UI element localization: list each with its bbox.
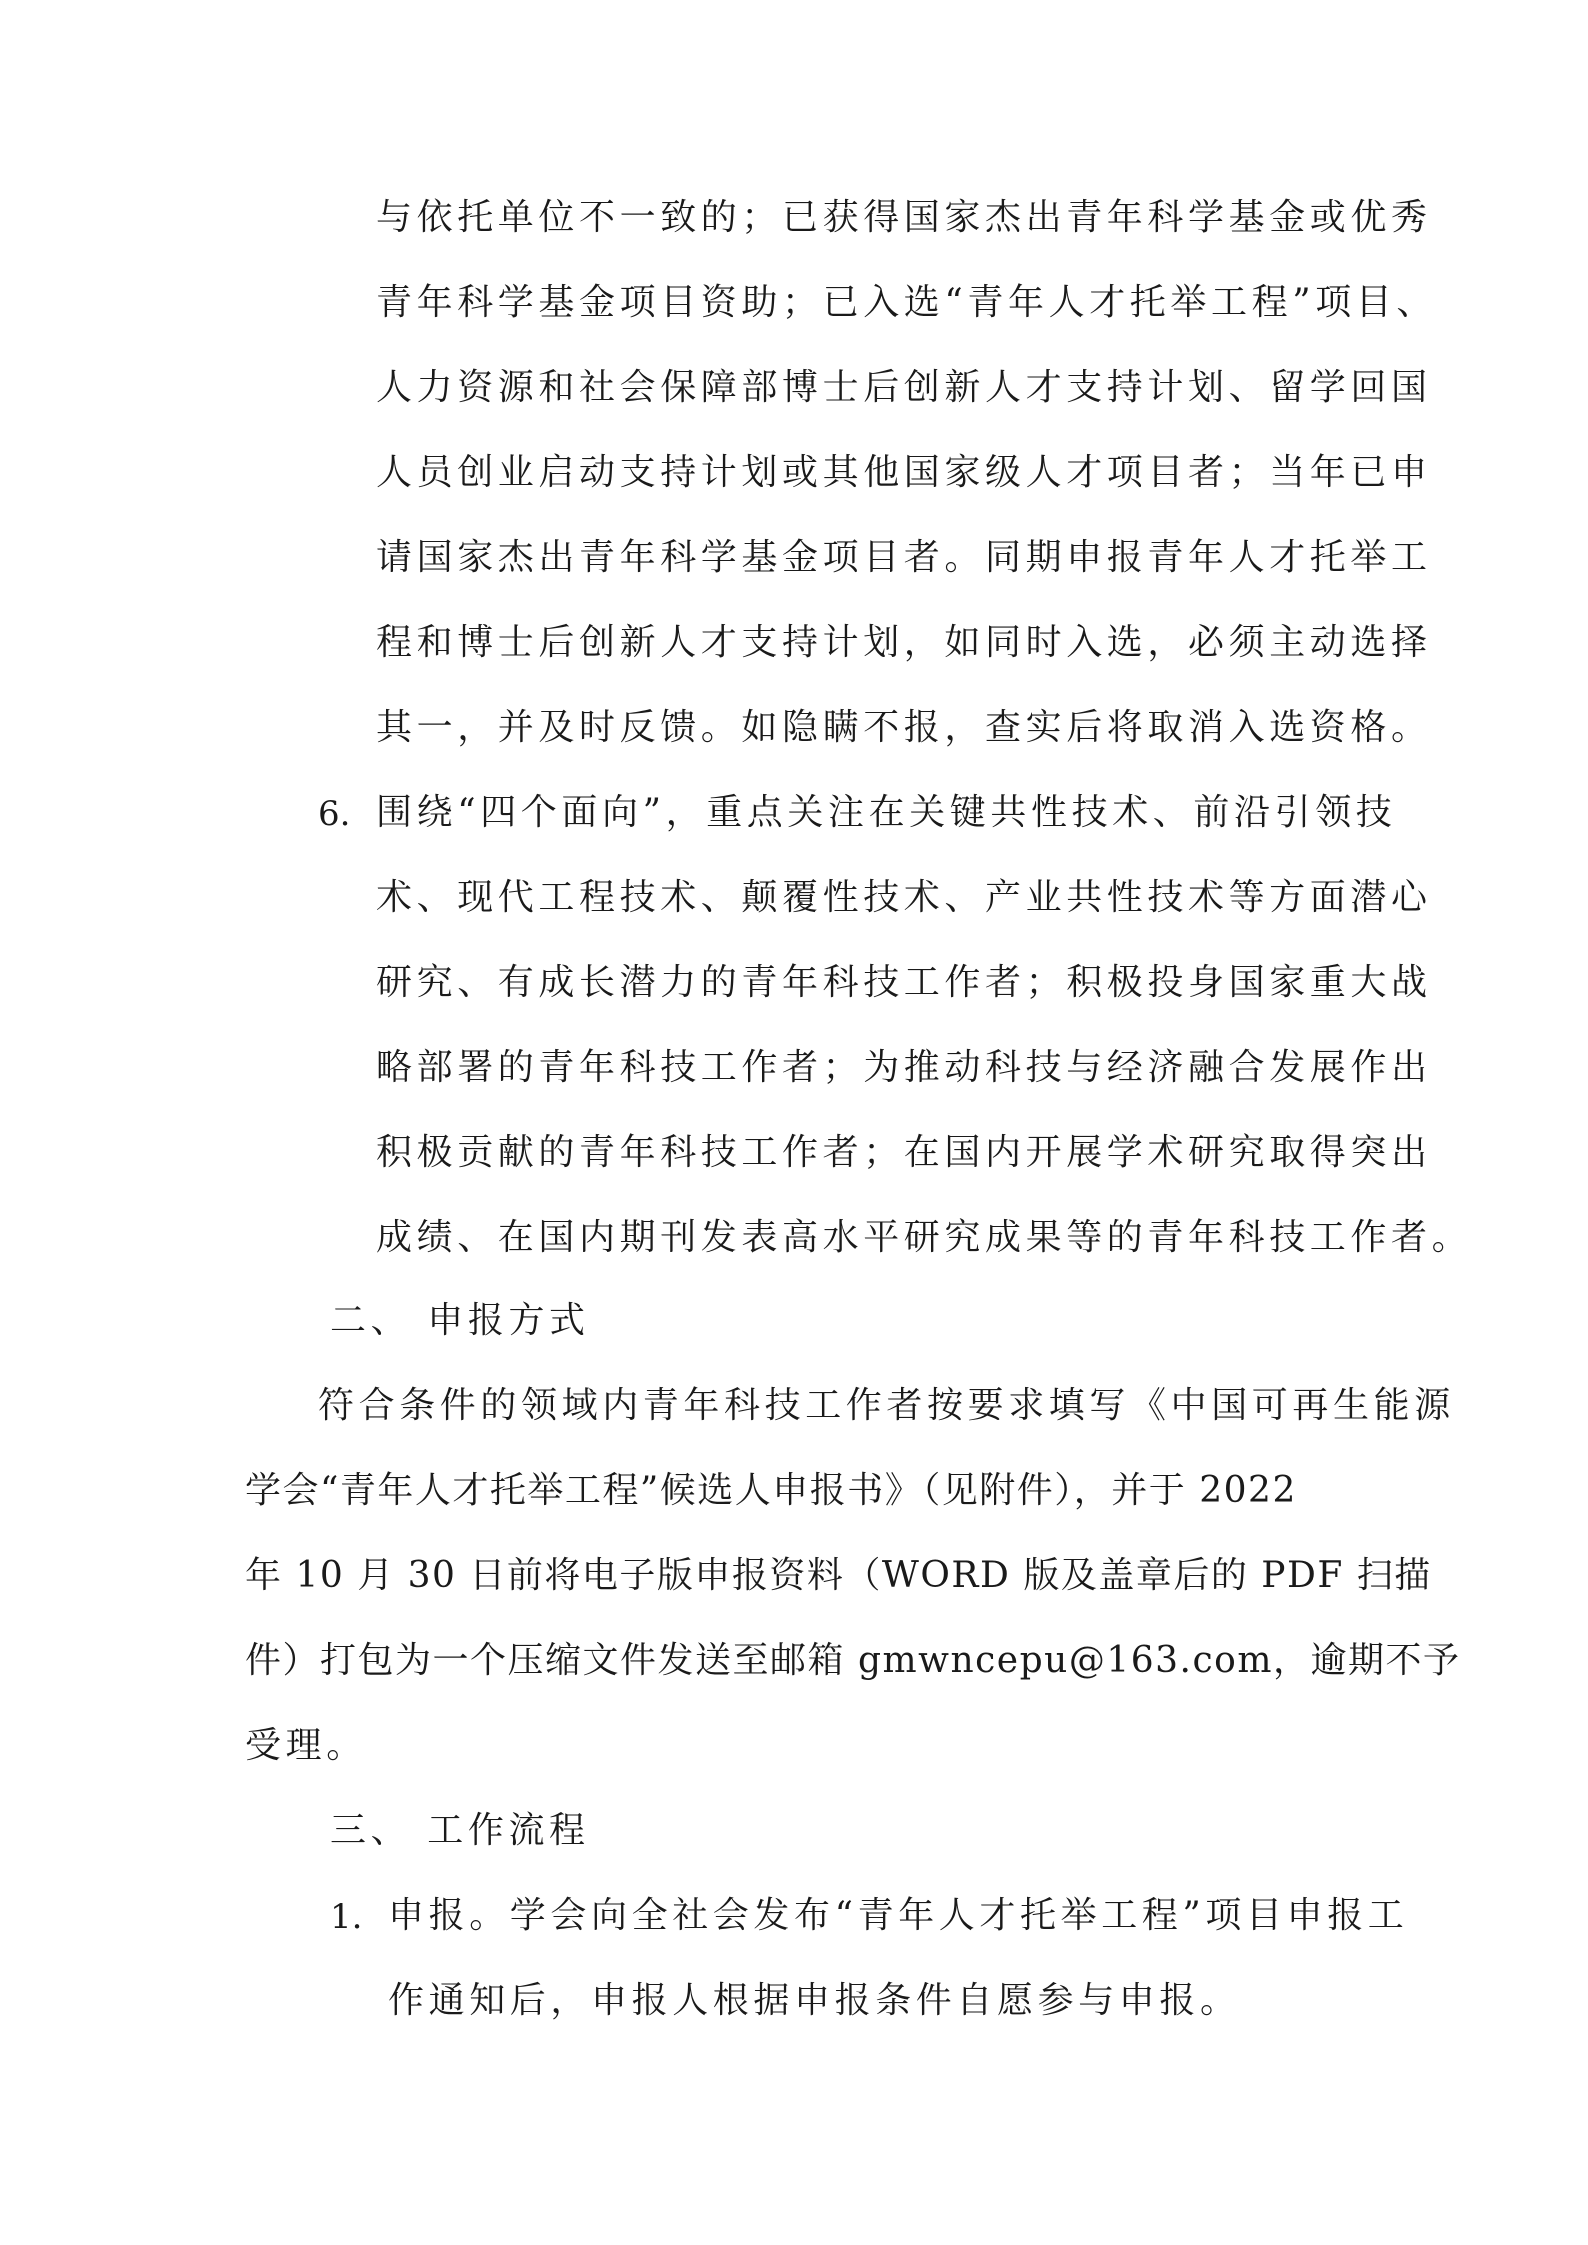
- paragraph-line: 术、现代工程技术、颠覆性技术、产业共性技术等方面潜心: [376, 877, 1432, 918]
- paragraph-line: 学会“青年人才托举工程”候选人申报书》（见附件），并于 2022: [245, 1470, 1297, 1511]
- paragraph-line: 申报。学会向全社会发布“青年人才托举工程”项目申报工: [388, 1895, 1409, 1936]
- paragraph-line: 青年科学基金项目资助；已入选“青年人才托举工程”项目、: [376, 282, 1438, 323]
- paragraph-line: 研究、有成长潜力的青年科技工作者；积极投身国家重大战: [376, 962, 1432, 1003]
- paragraph-line: 积极贡献的青年科技工作者；在国内开展学术研究取得突出: [376, 1132, 1432, 1173]
- paragraph-line: 其一，并及时反馈。如隐瞒不报，查实后将取消入选资格。: [376, 707, 1432, 748]
- paragraph-line: 受理。: [245, 1725, 367, 1766]
- section-heading: 三、 工作流程: [330, 1810, 590, 1851]
- list-number: 1.: [330, 1897, 363, 1937]
- paragraph-line: 略部署的青年科技工作者；为推动科技与经济融合发展作出: [376, 1047, 1432, 1088]
- paragraph-line: 件）打包为一个压缩文件发送至邮箱 gmwncepu@163.com，逾期不予: [245, 1640, 1461, 1681]
- paragraph-line: 人员创业启动支持计划或其他国家级人才项目者；当年已申: [376, 452, 1432, 493]
- paragraph-line: 作通知后，申报人根据申报条件自愿参与申报。: [388, 1980, 1241, 2021]
- paragraph-line: 成绩、在国内期刊发表高水平研究成果等的青年科技工作者。: [376, 1217, 1473, 1258]
- paragraph-line: 年 10 月 30 日前将电子版申报资料（WORD 版及盖章后的 PDF 扫描: [245, 1555, 1432, 1596]
- paragraph-line: 围绕“四个面向”，重点关注在关键共性技术、前沿引领技: [376, 792, 1397, 833]
- section-heading: 二、 申报方式: [330, 1300, 590, 1341]
- paragraph-line: 程和博士后创新人才支持计划，如同时入选，必须主动选择: [376, 622, 1432, 663]
- paragraph-line: 请国家杰出青年科学基金项目者。同期申报青年人才托举工: [376, 537, 1432, 578]
- paragraph-line: 人力资源和社会保障部博士后创新人才支持计划、留学回国: [376, 367, 1432, 408]
- list-number: 6.: [318, 794, 351, 834]
- paragraph-line: 符合条件的领域内青年科技工作者按要求填写《中国可再生能源: [318, 1385, 1455, 1426]
- paragraph-line: 与依托单位不一致的；已获得国家杰出青年科学基金或优秀: [376, 197, 1432, 238]
